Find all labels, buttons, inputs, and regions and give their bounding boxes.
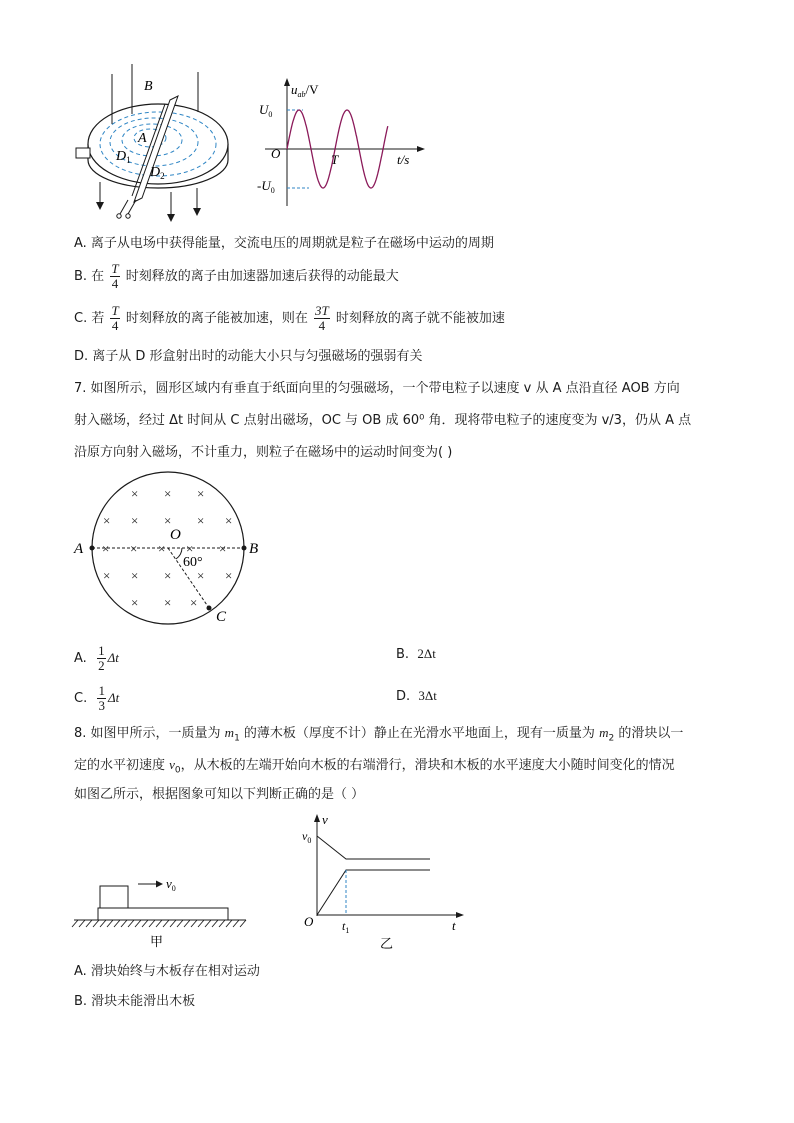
q8-stem-line2: 定的水平初速度 $v_0$，从木板的左端开始向木板的右端滑行，滑块和木板的水平速度大小随时间变化的情况	[74, 757, 675, 776]
field-cross-1-2: ×	[164, 513, 172, 528]
center-o-label: O	[170, 527, 181, 543]
field-cross-2-1: ×	[130, 541, 138, 556]
board-block-figure	[70, 868, 250, 950]
field-cross-0-0: ×	[131, 486, 139, 501]
label-b: B	[144, 79, 153, 94]
svg-text:uab/V: $u_{ab}/V$	[291, 82, 319, 99]
q6-option-c: C. 若 $\frac{T}{4}$ 时刻释放的离子能被加速，则在 $\frac{3T}{4}$ 时刻释放的离子就不能被加速	[74, 303, 505, 333]
q6-option-a: A. 离子从电场中获得能量，交流电压的周期就是粒子在磁场中运动的周期	[74, 236, 494, 251]
svg-text:v0: $v_0$	[302, 829, 312, 845]
field-cross-2-0: ×	[102, 541, 110, 556]
svg-text:t1: $t_1$	[342, 919, 350, 935]
q7-option-d: D. 3Δt	[396, 688, 437, 704]
q6-option-b: B. 在 $\frac{T}{4}$ 时刻释放的离子由加速器加速后获得的动能最大	[74, 261, 399, 291]
axis-t-label: t	[452, 918, 456, 933]
field-cross-4-1: ×	[164, 595, 172, 610]
q8-stem-line3: 如图乙所示，根据图象可知以下判断正确的是（ ）	[74, 787, 365, 802]
svg-text:D2: $D_2$	[150, 165, 165, 181]
label-a: A	[138, 131, 147, 146]
svg-text:D1: $D_1$	[116, 149, 131, 165]
field-cross-3-1: ×	[131, 568, 139, 583]
field-cross-3-2: ×	[164, 568, 172, 583]
magnetic-field-circle-figure	[66, 466, 276, 628]
origin-label: O	[271, 146, 281, 161]
period-label: T	[331, 152, 339, 167]
voltage-graph	[255, 78, 425, 208]
angle-label: 60°	[183, 555, 203, 570]
field-cross-2-3: ×	[186, 541, 194, 556]
q7-option-c: C. $\frac{1}{3}$ Δt	[74, 683, 120, 713]
q8-option-b: B. 滑块未能滑出木板	[74, 994, 196, 1009]
q7-option-a: A. $\frac{1}{2}$ Δt	[74, 643, 119, 673]
velocity-time-graph	[298, 812, 468, 952]
field-cross-4-2: ×	[190, 595, 198, 610]
svg-text:-U0: $-U_0$	[257, 178, 275, 195]
q7-option-b: B. 2Δt	[396, 646, 436, 662]
field-cross-0-1: ×	[164, 486, 172, 501]
field-cross-3-3: ×	[197, 568, 205, 583]
q6-option-d: D. 离子从 D 形盒射出时的动能大小只与匀强磁场的强弱有关	[74, 349, 423, 364]
field-cross-2-4: ×	[219, 541, 227, 556]
q7-stem-line2: 射入磁场，经过 Δt 时间从 C 点射出磁场，OC 与 OB 成 60⁰ 角．现将带电粒子的速度变为 v/3，仍从 A 点	[74, 413, 692, 428]
q7-stem-line1: 7. 如图所示，圆形区域内有垂直于纸面向里的匀强磁场，一个带电粒子以速度 v 从 A 点沿直径 AOB 方向	[74, 381, 680, 396]
field-cross-0-2: ×	[197, 486, 205, 501]
field-cross-3-0: ×	[103, 568, 111, 583]
field-cross-1-3: ×	[197, 513, 205, 528]
caption-jia: 甲	[150, 934, 164, 949]
field-cross-4-0: ×	[131, 595, 139, 610]
point-a-label: A	[74, 541, 84, 557]
point-c-label: C	[216, 609, 227, 625]
axis-v-label: v	[322, 812, 328, 827]
q8-option-a: A. 滑块始终与木板存在相对运动	[74, 964, 260, 979]
q8-stem-line1: 8. 如图甲所示，一质量为 $m_1$ 的薄木板（厚度不计）静止在光滑水平地面上，现有一质量为 $m_2$ 的滑块以一	[74, 725, 684, 744]
field-cross-1-4: ×	[225, 513, 233, 528]
origin-o-label: O	[304, 914, 314, 929]
field-cross-2-2: ×	[158, 541, 166, 556]
time-axis-label: t/s	[397, 152, 410, 167]
svg-text:U0: $U_0$	[259, 102, 273, 119]
field-cross-1-0: ×	[103, 513, 111, 528]
q7-stem-line3: 沿原方向射入磁场，不计重力，则粒子在磁场中的运动时间变为( )	[74, 445, 453, 460]
cyclotron-figure	[70, 64, 245, 224]
svg-text:v0: $v_0$	[166, 876, 176, 893]
point-b-label: B	[249, 541, 259, 557]
field-cross-3-4: ×	[225, 568, 233, 583]
field-cross-1-1: ×	[131, 513, 139, 528]
caption-yi: 乙	[380, 936, 394, 951]
